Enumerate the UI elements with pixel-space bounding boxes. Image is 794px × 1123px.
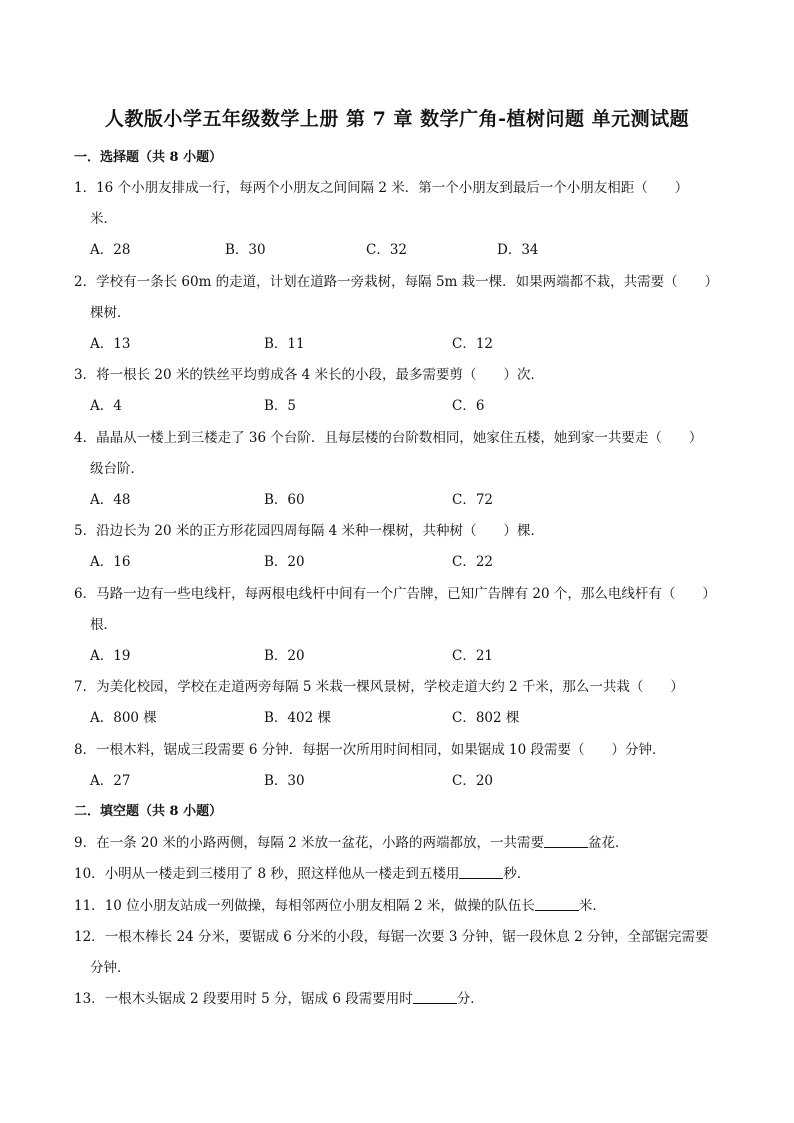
q2-option-b: B．11 xyxy=(264,336,305,352)
question-6-continuation: 根． xyxy=(90,617,117,633)
question-text: 学校有一条长 60m 的走道，计划在道路一旁栽树，每隔 5m 栽一棵．如果两端都不栽，共需要（ ） xyxy=(96,274,719,290)
q1-option-d: D．34 xyxy=(497,242,539,258)
question-text-end: 盆花． xyxy=(588,835,629,851)
question-number: 9． xyxy=(74,835,97,851)
q7-option-c: C．802 棵 xyxy=(452,710,520,726)
q6-option-c: C．21 xyxy=(452,648,494,664)
question-1-continuation: 米． xyxy=(90,211,117,227)
question-number: 3． xyxy=(74,367,97,383)
q8-option-c: C．20 xyxy=(452,773,494,789)
question-text: 为美化校园，学校在走道两旁每隔 5 米栽一棵风景树，学校走道大约 2 千米，那么一共栽（ ） xyxy=(96,679,684,695)
question-number: 1． xyxy=(74,180,97,196)
q5-option-b: B．20 xyxy=(264,554,305,570)
question-number: 2． xyxy=(74,274,97,290)
question-5 xyxy=(74,519,544,539)
section-heading-fill: 二．填空题（共 8 小题） xyxy=(74,804,223,819)
q8-option-b: B．30 xyxy=(264,773,305,789)
question-4-continuation: 级台阶． xyxy=(90,461,144,477)
question-number: 6． xyxy=(74,586,97,602)
section-heading-choice: 一．选择题（共 8 小题） xyxy=(74,150,223,165)
question-8 xyxy=(74,738,666,758)
q3-option-c: C．6 xyxy=(452,398,485,414)
question-text: 将一根长 20 米的铁丝平均剪成各 4 米长的小段，最多需要剪（ ）次． xyxy=(96,367,545,383)
question-text: 16 个小朋友排成一行，每两个小朋友之间间隔 2 米．第一个小朋友到最后一个小朋友相距（ ） xyxy=(96,180,689,196)
q4-option-c: C．72 xyxy=(452,492,494,508)
question-number: 7． xyxy=(74,679,97,695)
q2-option-a: A．13 xyxy=(90,336,131,352)
answer-blank[interactable] xyxy=(459,865,503,879)
question-2-continuation: 棵树． xyxy=(90,305,131,321)
q4-option-a: A．48 xyxy=(90,492,131,508)
question-text-end: 秒． xyxy=(503,866,531,882)
question-number: 8． xyxy=(74,742,97,758)
question-text: 沿边长为 20 米的正方形花园四周每隔 4 米种一棵树，共种树（ ）棵． xyxy=(96,523,545,539)
q6-option-a: A．19 xyxy=(90,648,131,664)
question-text: 小明从一楼走到三楼用了 8 秒，照这样他从一楼走到五楼用 xyxy=(104,866,460,882)
question-9 xyxy=(74,831,629,851)
question-6 xyxy=(74,582,716,602)
question-text-end: 米． xyxy=(578,898,606,914)
question-text: 在一条 20 米的小路两侧，每隔 2 米放一盆花，小路的两端都放，一共需要 xyxy=(96,835,545,851)
question-text: 一根木棒长 24 分米，要锯成 6 分米的小段，每锯一次要 3 分钟，锯一段休息 2 分钟，全部锯完需要 xyxy=(104,929,709,945)
q3-option-b: B．5 xyxy=(264,398,297,414)
answer-blank[interactable] xyxy=(535,897,579,911)
page-title: 人教版小学五年级数学上册 第 7 章 数学广角-植树问题 单元测试题 xyxy=(104,108,690,130)
question-4 xyxy=(74,426,702,446)
question-number: 5． xyxy=(74,523,97,539)
question-7 xyxy=(74,675,684,695)
question-3 xyxy=(74,363,544,383)
q3-option-a: A．4 xyxy=(90,398,122,414)
answer-blank[interactable] xyxy=(413,990,457,1004)
q1-option-c: C．32 xyxy=(366,242,408,258)
question-12-continuation: 分钟． xyxy=(90,960,131,976)
q1-option-a: A．28 xyxy=(90,242,131,258)
q5-option-a: A．16 xyxy=(90,554,131,570)
question-text: 马路一边有一些电线杆，每两根电线杆中间有一个广告牌，已知广告牌有 20 个，那么电线杆有（ ） xyxy=(96,586,716,602)
question-number: 10． xyxy=(74,866,105,882)
question-number: 12． xyxy=(74,929,105,945)
q7-option-a: A．800 棵 xyxy=(90,710,157,726)
question-2 xyxy=(74,270,718,290)
question-text: 10 位小朋友站成一列做操，每相邻两位小朋友相隔 2 米，做操的队伍长 xyxy=(104,898,535,914)
question-13 xyxy=(74,987,484,1007)
question-12 xyxy=(74,925,708,945)
q4-option-b: B．60 xyxy=(264,492,305,508)
question-number: 13． xyxy=(74,991,105,1007)
question-number: 11． xyxy=(74,898,105,914)
question-text-end: 分． xyxy=(456,991,484,1007)
q7-option-b: B．402 棵 xyxy=(264,710,331,726)
q2-option-c: C．12 xyxy=(452,336,494,352)
q5-option-c: C．22 xyxy=(452,554,494,570)
question-text: 晶晶从一楼上到三楼走了 36 个台阶．且每层楼的台阶数相同，她家住五楼，她到家一共要走（ ） xyxy=(96,430,703,446)
answer-blank[interactable] xyxy=(544,834,588,848)
question-text: 一根木料，锯成三段需要 6 分钟．每据一次所用时间相同，如果锯成 10 段需要（ ）分钟． xyxy=(96,742,666,758)
question-1 xyxy=(74,176,688,196)
q6-option-b: B．20 xyxy=(264,648,305,664)
question-number: 4． xyxy=(74,430,97,446)
q1-option-b: B．30 xyxy=(225,242,266,258)
question-11 xyxy=(74,894,606,914)
question-10 xyxy=(74,862,530,882)
question-text: 一根木头锯成 2 段要用时 5 分，锯成 6 段需要用时 xyxy=(104,991,413,1007)
q8-option-a: A．27 xyxy=(90,773,131,789)
